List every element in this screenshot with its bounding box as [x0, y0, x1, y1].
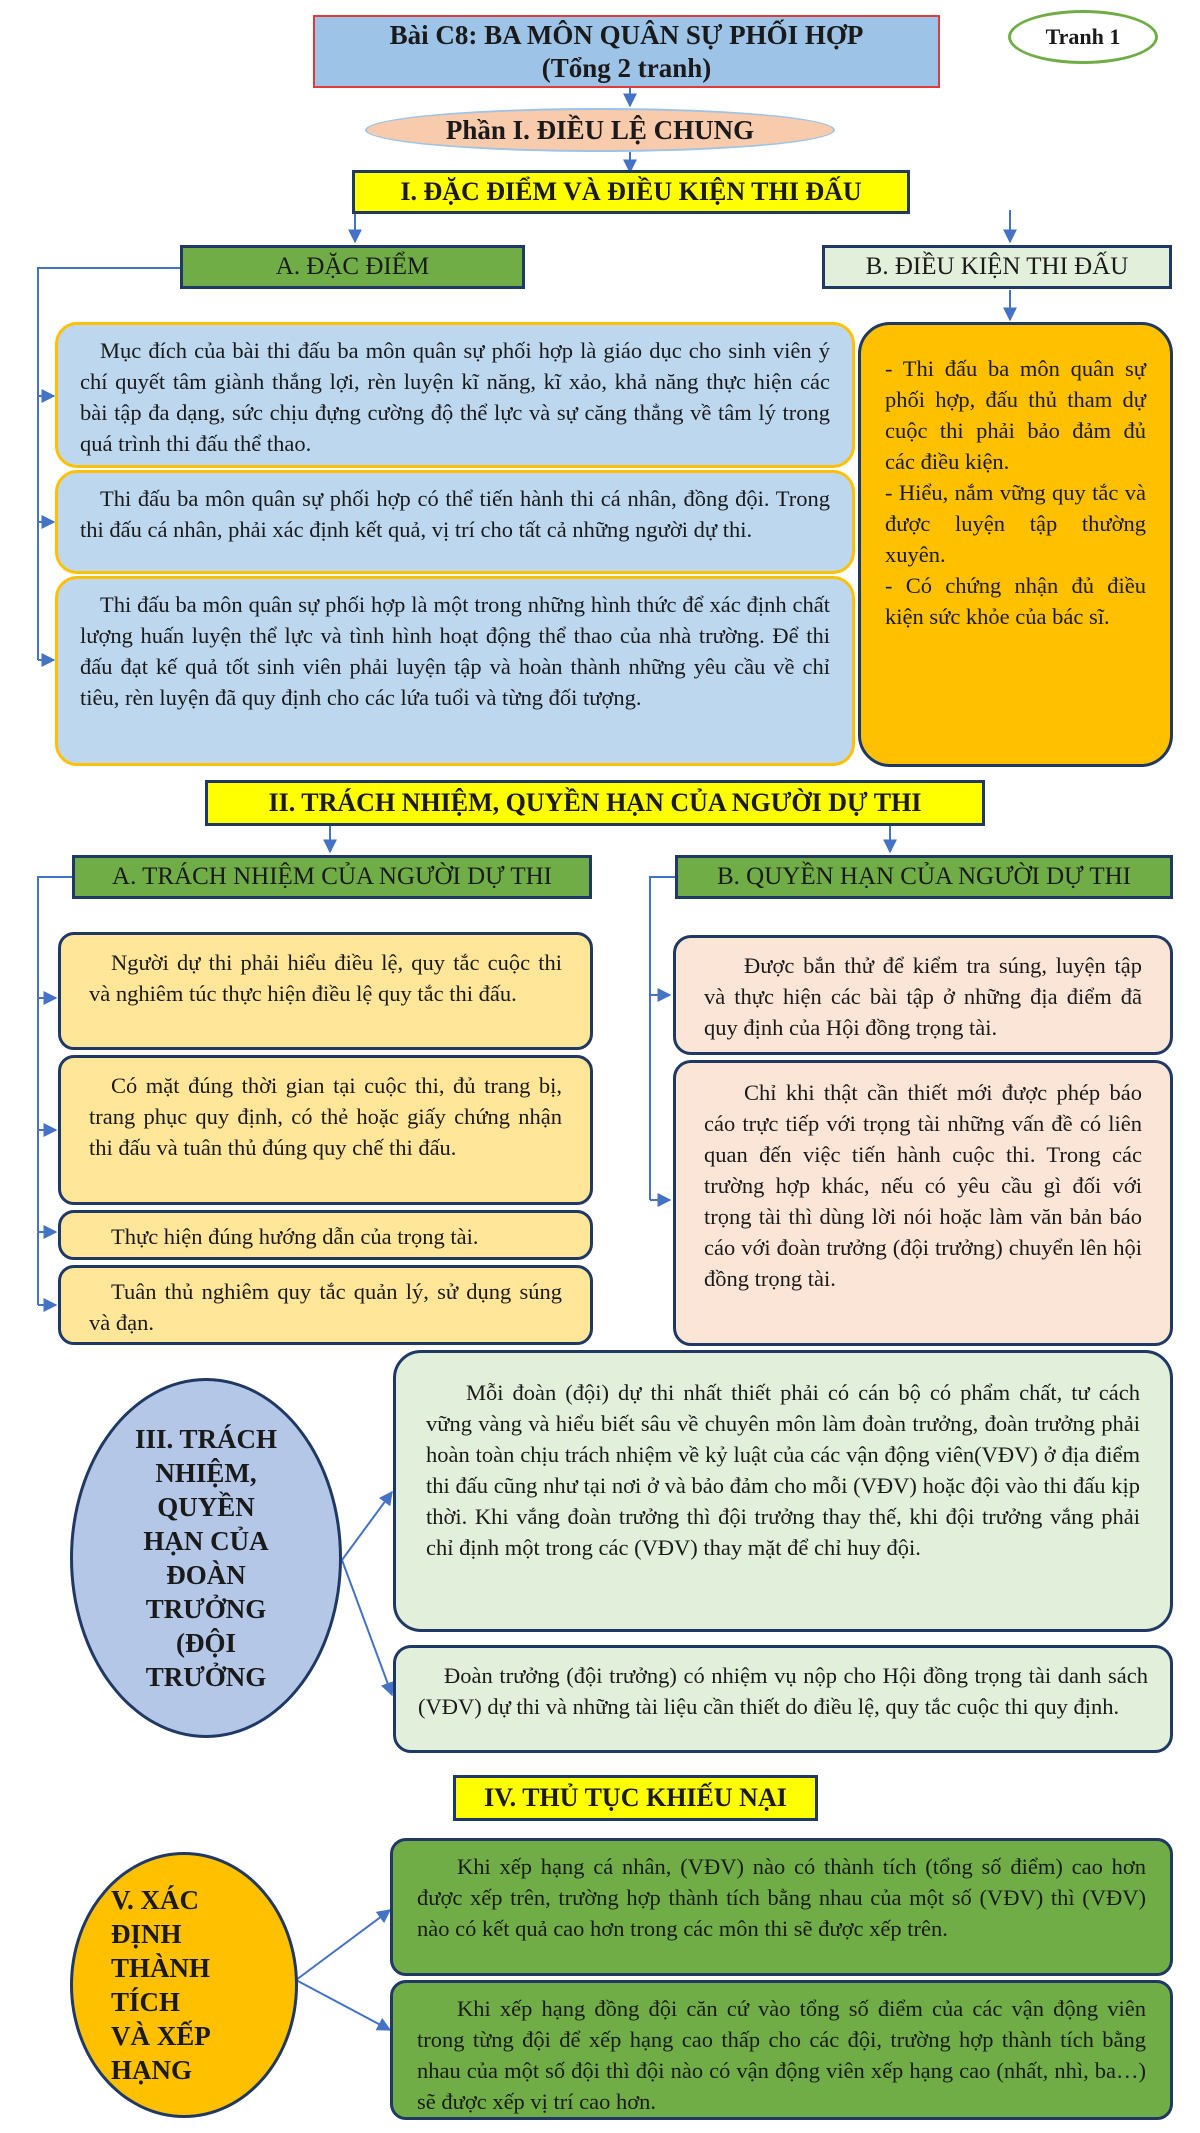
section-1-header: I. ĐẶC ĐIỂM VÀ ĐIỀU KIỆN THI ĐẤU — [352, 170, 910, 214]
section-3-item: Mỗi đoàn (đội) dự thi nhất thiết phải có cán bộ có phẩm chất, tư cách vững vàng và hiểu biết sâu về chuyên môn làm đoàn trưởng, đoàn trưởng phải hoàn toàn chịu trách nhiệm về kỷ luật của các vận động viên(VĐV) ở địa điểm thi đấu cũng như tại nơi ở và bảo đảm cho mỗi (VĐV) hoặc đội vào thi đấu kịp thời. Khi vắng đoàn trưởng thì đội trưởng thay thế, khi đội trưởng vắng phải chỉ định một trong các (VĐV) thay mặt để chỉ huy đội. — [393, 1350, 1173, 1632]
section-3-title-line: QUYỀN — [157, 1492, 255, 1522]
section-1b-header: B. ĐIỀU KIỆN THI ĐẤU — [822, 245, 1172, 289]
section-1a-header: A. ĐẶC ĐIỂM — [180, 245, 525, 289]
section-1b-item: - Thi đấu ba môn quân sự phối hợp, đấu thủ tham dự cuộc thi phải bảo đảm đủ các điều kiện. — [885, 356, 1146, 474]
page-title-main: Bài C8: BA MÔN QUÂN SỰ PHỐI HỢP — [389, 19, 864, 50]
section-3-oval — [70, 1378, 342, 1738]
section-3-title-line: TRƯỞNG — [145, 1594, 267, 1624]
section-3-item: Đoàn trưởng (đội trưởng) có nhiệm vụ nộp cho Hội đồng trọng tài danh sách (VĐV) dự thi và những tài liệu cần thiết do điều lệ, quy tắc cuộc thi quy định. — [393, 1645, 1173, 1753]
section-3-title-line: ĐOÀN — [166, 1560, 246, 1590]
part-one-header: Phần I. ĐIỀU LỆ CHUNG — [365, 108, 835, 152]
page-title-sub: (Tổng 2 tranh) — [541, 52, 712, 83]
section-5-title-line: VÀ XẾP — [111, 2021, 211, 2051]
tranh-badge: Tranh 1 — [1008, 10, 1158, 64]
section-2a-item: Có mặt đúng thời gian tại cuộc thi, đủ trang bị, trang phục quy định, có thẻ hoặc giấy chứng nhận thi đấu và tuân thủ đúng quy chế thi đấu. — [58, 1055, 593, 1205]
section-5-item: Khi xếp hạng cá nhân, (VĐV) nào có thành tích (tổng số điểm) cao hơn được xếp trên, trường hợp thành tích bằng nhau của một số (VĐV) thì (VĐV) nào có kết quả cao hơn trong các môn thi sẽ được xếp trên. — [390, 1838, 1173, 1976]
section-5-oval — [70, 1852, 298, 2118]
section-1b-box — [858, 322, 1173, 767]
section-5-title-line: TÍCH — [111, 1987, 181, 2017]
section-1a-item: Thi đấu ba môn quân sự phối hợp là một trong những hình thức để xác định chất lượng huấn luyện thể lực và tình hình hoạt động thể thao của nhà trường. Để thi đấu đạt kế quả tốt sinh viên phải luyện tập và hoàn thành những yêu cầu về chỉ tiêu, rèn luyện đã quy định cho các lứa tuổi và từng đối tượng. — [55, 576, 855, 766]
section-5-title-line: V. XÁC — [111, 1885, 200, 1915]
section-5-item: Khi xếp hạng đồng đội căn cứ vào tổng số điểm của các vận động viên trong từng đội để xếp hạng cao thấp cho các đội, trường hợp thành tích bằng nhau của một số đội thì đội nào có vận động viên xếp hạng cao (nhất, nhì, ba…) sẽ được xếp vị trí cao hơn. — [390, 1980, 1173, 2120]
section-2a-item: Tuân thủ nghiêm quy tắc quản lý, sử dụng súng và đạn. — [58, 1265, 593, 1345]
section-2b-item: Chỉ khi thật cần thiết mới được phép báo cáo trực tiếp với trọng tài những vấn đề có liên quan đến việc tiến hành cuộc thi. Trong các trường hợp khác, nếu có yêu cầu gì đối với trọng tài thì dùng lời nói hoặc làm văn bản báo cáo với đoàn trưởng (đội trưởng) chuyển lên hội đồng trọng tài. — [673, 1060, 1173, 1346]
section-3-title-line: (ĐỘI — [176, 1628, 236, 1658]
section-2a-header: A. TRÁCH NHIỆM CỦA NGƯỜI DỰ THI — [72, 855, 592, 899]
section-2b-header: B. QUYỀN HẠN CỦA NGƯỜI DỰ THI — [675, 855, 1173, 899]
section-3-title-line: HẠN CỦA — [143, 1526, 269, 1556]
section-3-title-line: NHIỆM, — [155, 1458, 257, 1488]
section-3-title-line: III. TRÁCH — [134, 1424, 278, 1454]
section-4-header: IV. THỦ TỤC KHIẾU NẠI — [453, 1775, 818, 1821]
section-2-header: II. TRÁCH NHIỆM, QUYỀN HẠN CỦA NGƯỜI DỰ THI — [205, 780, 985, 826]
section-1b-item: - Có chứng nhận đủ điều kiện sức khỏe của bác sĩ. — [885, 573, 1146, 629]
section-2a-item: Thực hiện đúng hướng dẫn của trọng tài. — [58, 1210, 593, 1260]
section-2b-item: Được bắn thử để kiểm tra súng, luyện tập và thực hiện các bài tập ở những địa điểm đã quy định của Hội đồng trọng tài. — [673, 935, 1173, 1055]
section-1a-item: Mục đích của bài thi đấu ba môn quân sự phối hợp là giáo dục cho sinh viên ý chí quyết tâm giành thắng lợi, rèn luyện kĩ năng, kĩ xảo, khả năng thực hiện các bài tập đa dạng, sức chịu đựng cường độ thể lực và sự căng thẳng về tâm lý trong quá trình thi đấu thể thao. — [55, 322, 855, 468]
page-title — [313, 15, 940, 88]
section-2a-item: Người dự thi phải hiểu điều lệ, quy tắc cuộc thi và nghiêm túc thực hiện điều lệ quy tắc thi đấu. — [58, 932, 593, 1050]
section-5-title-line: HẠNG — [111, 2055, 192, 2085]
section-1a-item: Thi đấu ba môn quân sự phối hợp có thể tiến hành thi cá nhân, đồng đội. Trong thi đấu cá nhân, phải xác định kết quả, vị trí cho tất cả những người dự thi. — [55, 470, 855, 574]
section-5-title-line: THÀNH — [111, 1953, 211, 1983]
section-1b-item: - Hiểu, nắm vững quy tắc và được luyện tập thường xuyên. — [885, 480, 1146, 567]
section-5-title-line: ĐỊNH — [111, 1919, 182, 1949]
section-3-title-line: TRƯỞNG — [145, 1662, 267, 1692]
